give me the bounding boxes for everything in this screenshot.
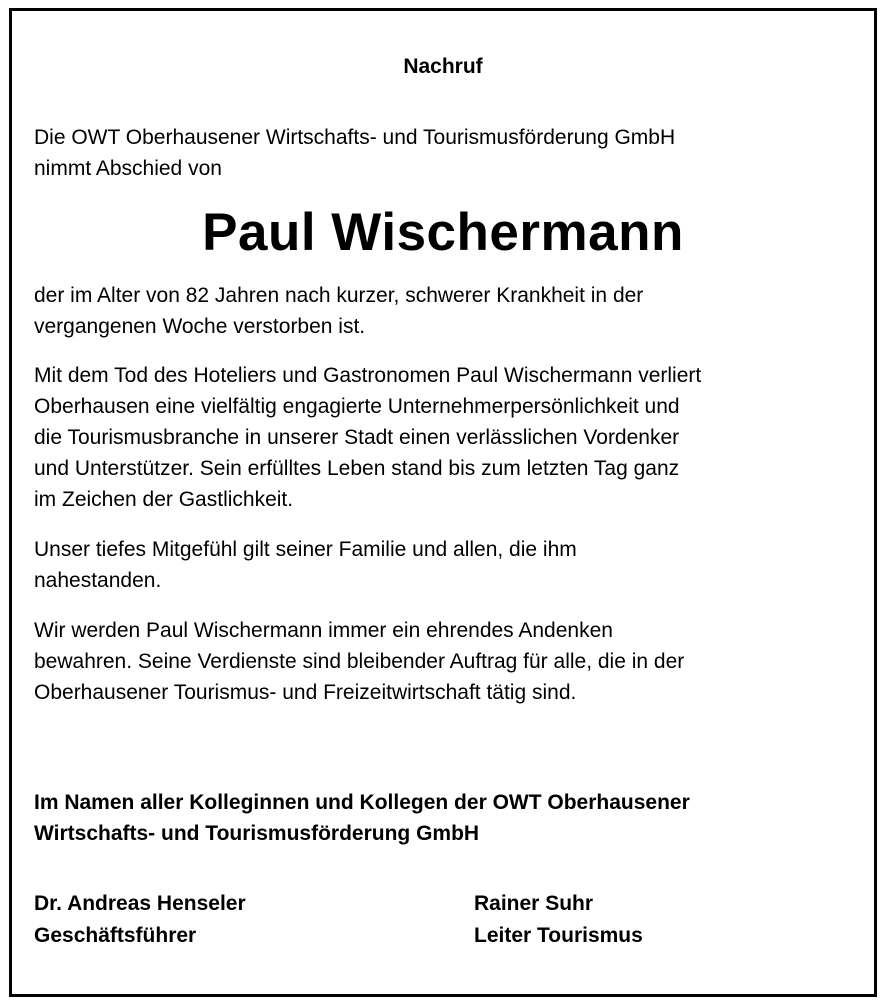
closing-line: Wirtschafts- und Tourismusförderung GmbH [34,822,480,845]
signatory-name: Rainer Suhr [474,892,594,915]
paragraph-remembrance [34,615,864,708]
intro-line: Die OWT Oberhausener Wirtschafts- und Tourismusförderung GmbH [34,126,676,149]
paragraph-line: und Unterstützer. Sein erfülltes Leben stand bis zum letzten Tag ganz [34,457,680,480]
paragraph-line: nahestanden. [34,569,162,592]
signatory-left [34,888,246,952]
paragraph-tribute [34,360,864,515]
paragraph-line: Oberhausener Tourismus- und Freizeitwirtschaft tätig sind. [34,681,577,704]
notice-heading: Nachruf [403,55,483,78]
signatory-name: Dr. Andreas Henseler [34,892,246,915]
paragraph-line: Mit dem Tod des Hoteliers und Gastronomen Paul Wischermann verliert [34,364,702,387]
paragraph-line: Unser tiefes Mitgefühl gilt seiner Familie und allen, die ihm [34,538,577,561]
paragraph-condolence [34,534,864,596]
paragraph-line: Wir werden Paul Wischermann immer ein ehrendes Andenken [34,619,613,642]
signatory-role: Leiter Tourismus [474,924,643,947]
paragraph-line: vergangenen Woche verstorben ist. [34,315,366,338]
signatory-right [474,888,643,952]
intro-text [34,122,864,184]
paragraph-line: bewahren. Seine Verdienste sind bleibender Auftrag für alle, die in der [34,650,685,673]
signatory-role: Geschäftsführer [34,924,197,947]
paragraph-age [34,280,864,342]
paragraph-line: Oberhausen eine vielfältig engagierte Unternehmerpersönlichkeit und [34,395,680,418]
paragraph-line: die Tourismusbranche in unserer Stadt einen verlässlichen Vordenker [34,426,680,449]
paragraph-line: der im Alter von 82 Jahren nach kurzer, schwerer Krankheit in der [34,284,644,307]
closing-line: Im Namen aller Kolleginnen und Kollegen der OWT Oberhausener [34,791,690,814]
closing-text [34,787,864,849]
deceased-name: Paul Wischermann [202,203,684,262]
paragraph-line: im Zeichen der Gastlichkeit. [34,488,294,511]
intro-line: nimmt Abschied von [34,157,222,180]
